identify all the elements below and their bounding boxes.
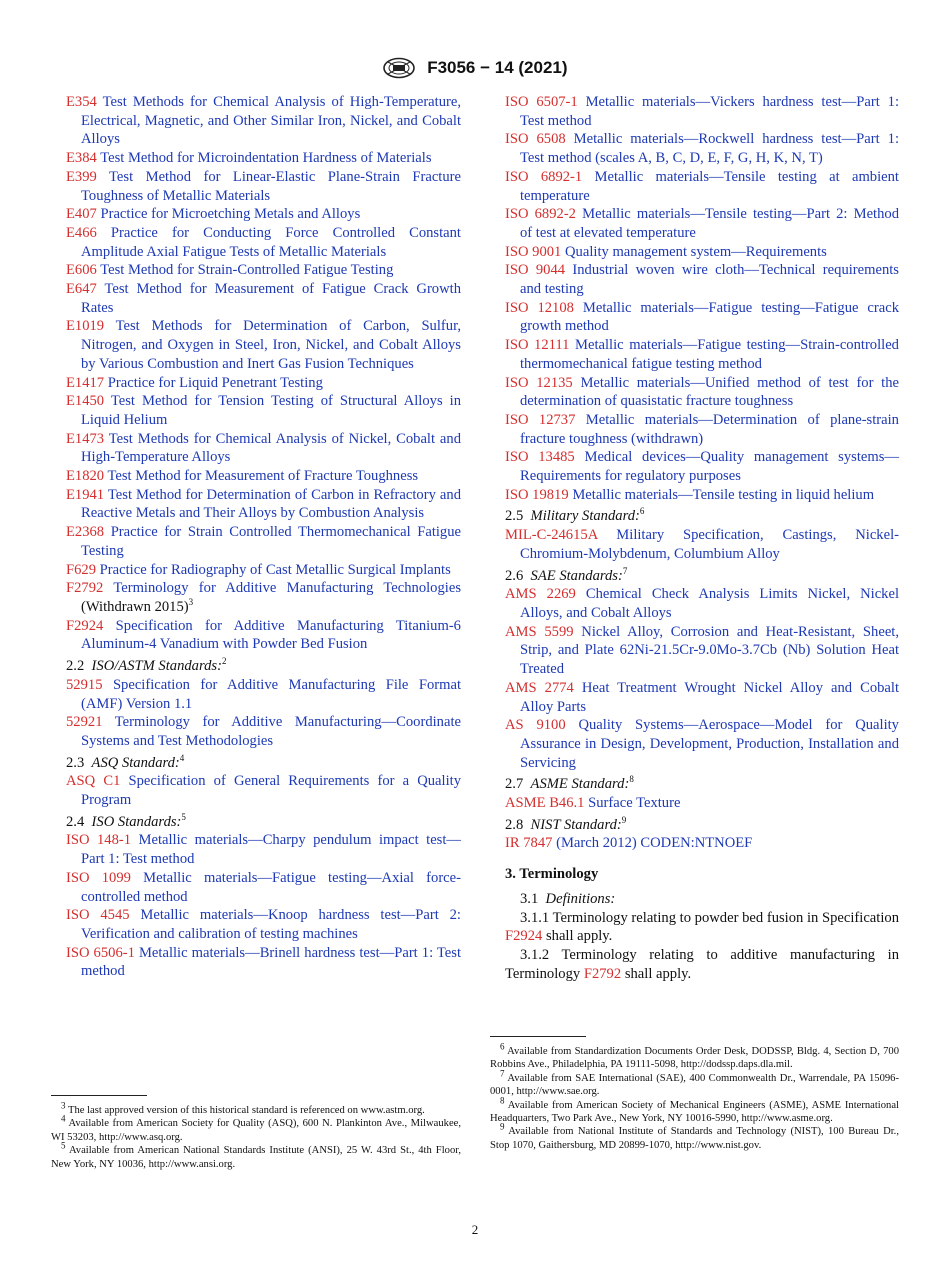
reference-code-link[interactable]: ISO 12111 — [505, 337, 570, 354]
reference-title-link[interactable]: Practice for Liquid Penetrant Testing — [107, 374, 323, 391]
reference-title-link[interactable]: Terminology for Additive Manufacturing Technologies — [113, 580, 461, 597]
footnote-number: 9 — [500, 1121, 505, 1132]
reference-code-link[interactable]: ISO 12737 — [505, 411, 576, 428]
reference-item — [66, 944, 461, 981]
reference-code-link[interactable]: AMS 5599 — [505, 623, 574, 640]
reference-list-military — [505, 526, 899, 563]
reference-code-link[interactable]: E647 — [66, 281, 97, 298]
section-heading-2-4: 2.4 ISO Standards:$^5$ — [66, 811, 186, 830]
footnote-number: 7 — [500, 1068, 505, 1079]
reference-item — [66, 261, 461, 280]
footnotes-left — [51, 1100, 461, 1171]
reference-title-link[interactable]: Specification of General Requirements for a Quality Program — [81, 773, 461, 809]
reference-title-link[interactable]: Test Method for Measurement of Fracture Toughness — [107, 468, 419, 485]
reference-code-link[interactable]: ISO 4545 — [66, 907, 130, 924]
reference-title-link[interactable]: Test Methods for Chemical Analysis of High-Temperature, Electrical, Magnetic, and Other Similar Iron, Nickel, and Cobalt Alloys — [81, 94, 461, 148]
section-heading-2-8: 2.8 NIST Standard:$^9$ — [505, 814, 627, 833]
reference-title-link[interactable]: Specification for Additive Manufacturing Titanium-6 Aluminum-4 Vanadium with Powder Bed Fusion — [81, 617, 461, 653]
footnote-divider-left — [51, 1095, 147, 1096]
reference-item — [505, 243, 899, 262]
reference-code-link[interactable]: E399 — [66, 168, 97, 185]
reference-title-link[interactable]: Metallic materials—Unified method of test for the determination of quasistatic fracture toughness — [520, 374, 899, 410]
reference-list-iso — [66, 831, 461, 981]
footnotes-right — [490, 1041, 899, 1152]
designation-title: F3056 − 14 (2021) — [427, 58, 568, 77]
reference-title-link[interactable]: Practice for Radiography of Cast Metallic Surgical Implants — [99, 561, 451, 578]
reference-item — [66, 676, 461, 713]
reference-title-link[interactable]: Test Method for Measurement of Fatigue Crack Growth Rates — [81, 281, 461, 316]
reference-item — [66, 374, 461, 393]
footnote — [51, 1100, 461, 1117]
reference-title-link[interactable]: Industrial woven wire cloth—Technical requirements and testing — [520, 262, 899, 298]
reference-code-link[interactable]: E407 — [66, 206, 97, 223]
reference-item — [505, 168, 899, 205]
footnote-text: Available from Standardization Documents Order Desk, DODSSP, Bldg. 4, Section D, 700 Robbins Ave., Philadelphia, PA 19111-5098, http://dodssp.daps.dla.mil. — [490, 1046, 899, 1071]
reference-item — [66, 831, 461, 868]
section-heading-2-2: 2.2 ISO/ASTM Standards:$^2$ — [66, 656, 227, 675]
footnote-number: 3 — [61, 1100, 66, 1111]
reference-code-link[interactable]: E2368 — [66, 524, 105, 541]
page-header — [0, 57, 950, 79]
reference-item — [505, 526, 899, 563]
reference-code-link[interactable]: IR 7847 — [505, 835, 553, 852]
reference-code-link[interactable]: F2924 — [505, 928, 543, 945]
footnote-number: 4 — [61, 1113, 66, 1124]
reference-title-link[interactable]: Metallic materials—Determination of plane-strain fracture toughness (withdrawn) — [520, 411, 899, 447]
reference-code-link[interactable]: ISO 9001 — [505, 243, 562, 260]
terminology-section — [505, 865, 899, 983]
footnote-number: 8 — [500, 1095, 505, 1106]
reference-code-link[interactable]: ISO 19819 — [505, 486, 569, 503]
reference-title-link[interactable]: Metallic materials—Vickers hardness test—Part 1: Test method — [520, 94, 899, 129]
reference-title-link[interactable]: Metallic materials—Tensile testing at ambient temperature — [520, 168, 899, 204]
footnote-text: Available from American Society for Quality (ASQ), 600 N. Plankinton Ave., Milwaukee, WI 53203, http://www.asq.org. — [51, 1118, 461, 1143]
reference-item — [66, 561, 461, 580]
reference-code-link[interactable]: E1019 — [66, 318, 105, 335]
footnote-text: Available from American Society of Mechanical Engineers (ASME), ASME International Headquarters, Two Park Ave., New York, NY 10016-5990, http://www.asme.org. — [490, 1099, 899, 1125]
reference-list-isoastm — [66, 676, 461, 751]
reference-title-link[interactable]: Military Specification, Castings, Nickel-Chromium-Molybdenum, Columbium Alloy — [520, 527, 899, 562]
footnote — [51, 1140, 461, 1171]
reference-item — [66, 486, 461, 523]
reference-title-link[interactable]: Test Method for Tension Testing of Structural Alloys in Liquid Helium — [81, 393, 461, 428]
reference-item — [66, 317, 461, 373]
reference-item — [66, 224, 461, 261]
section-heading-2-6: 2.6 SAE Standards:$^7$ — [505, 565, 628, 584]
reference-title-link[interactable]: Metallic materials—Tensile testing in liquid helium — [572, 486, 875, 503]
footnote-text: Available from SAE International (SAE), 400 Commonwealth Dr., Warrendale, PA 15096-0001, http://www.sae.org. — [490, 1072, 899, 1098]
reference-item — [505, 130, 899, 167]
reference-code-link[interactable]: E1820 — [66, 468, 105, 485]
reference-list-asq — [66, 772, 461, 809]
reference-code-link[interactable]: ISO 6506-1 — [66, 944, 135, 961]
reference-code-link[interactable]: AS 9100 — [505, 717, 566, 734]
reference-code-link[interactable]: AMS 2269 — [505, 586, 576, 603]
footnote-text: The last approved version of this historical standard is referenced on www.astm.org. — [67, 1105, 425, 1116]
reference-title-link[interactable]: Metallic materials—Charpy pendulum impact test—Part 1: Test method — [81, 832, 461, 868]
reference-code-link[interactable]: ASME B46.1 — [505, 795, 585, 812]
reference-item — [505, 374, 899, 411]
reference-code-link[interactable]: ISO 6892-2 — [505, 206, 576, 223]
reference-code-link[interactable]: ISO 1099 — [66, 869, 131, 886]
reference-item — [66, 205, 461, 224]
reference-code-link[interactable]: ISO 12108 — [505, 299, 574, 316]
reference-item — [505, 486, 899, 505]
reference-title-link[interactable]: Metallic materials—Rockwell hardness test—Part 1: Test method (scales A, B, C, D, E, F, G, H, K, N, T) — [520, 131, 899, 167]
footnote-divider-right — [490, 1036, 586, 1037]
reference-code-link[interactable]: ISO 13485 — [505, 449, 575, 466]
reference-code-link[interactable]: ISO 6892-1 — [505, 168, 583, 185]
reference-list-astm — [66, 93, 461, 579]
reference-list-sae — [505, 585, 899, 772]
reference-code-link[interactable]: F2924 — [66, 617, 104, 634]
reference-item — [66, 392, 461, 429]
definitions-paragraph: 3.1 Definitions: — [520, 890, 616, 907]
reference-item — [505, 679, 899, 716]
reference-title-link[interactable]: Practice for Microetching Metals and Alloys — [100, 206, 361, 223]
footnote — [490, 1095, 899, 1126]
reference-title-link[interactable]: Test Methods for Determination of Carbon, Sulfur, Nitrogen, and Oxygen in Steel, Iron, Nickel, and Cobalt Alloys by Various Combustion and Inert Gas Fusion Techniques — [81, 318, 461, 372]
reference-code-link[interactable]: ISO 148-1 — [66, 832, 132, 849]
reference-title-link[interactable]: Heat Treatment Wrought Nickel Alloy and Cobalt Alloy Parts — [520, 679, 900, 715]
footnote — [51, 1113, 461, 1144]
reference-title-link[interactable]: Terminology for Additive Manufacturing—Coordinate Systems and Test Methodologies — [81, 714, 461, 749]
withdrawn-note: (Withdrawn 2015) — [81, 598, 189, 615]
reference-title-link[interactable]: Metallic materials—Brinell hardness test—Part 1: Test method — [81, 944, 462, 980]
reference-title-link[interactable]: Test Method for Linear-Elastic Plane-Strain Fracture Toughness of Metallic Materials — [81, 168, 461, 204]
reference-code-link[interactable]: F2792 — [66, 580, 104, 597]
reference-item — [66, 93, 461, 149]
section-heading-terminology: 3. Terminology — [505, 866, 599, 883]
reference-item — [505, 299, 899, 336]
reference-title-link[interactable]: Quality Systems—Aerospace—Model for Quality Assurance in Design, Development, Production, Installation and Servicing — [520, 717, 899, 771]
reference-item — [66, 168, 461, 205]
reference-code-link[interactable]: ISO 6508 — [505, 131, 566, 148]
reference-title-link[interactable]: Quality management system—Requirements — [565, 243, 827, 260]
reference-code-link[interactable]: ISO 6507-1 — [505, 94, 578, 110]
reference-code-link[interactable]: F629 — [66, 561, 97, 578]
reference-list-nist — [505, 834, 899, 853]
footnote — [490, 1121, 899, 1152]
page-number: 2 — [471, 1222, 479, 1237]
reference-title-link[interactable]: Metallic materials—Tensile testing—Part 2: Method of test at elevated temperature — [520, 206, 899, 241]
reference-title-link[interactable]: Test Method for Microindentation Hardness of Materials — [100, 150, 432, 167]
footnote-number: 5 — [61, 1140, 66, 1151]
section-heading-2-5: 2.5 Military Standard:$^6$ — [505, 506, 645, 525]
reference-code-link[interactable]: E1417 — [66, 374, 105, 391]
section-heading-2-7: 2.7 ASME Standard:$^8$ — [505, 774, 634, 793]
reference-item — [505, 716, 899, 772]
reference-item — [66, 280, 461, 317]
reference-code-link[interactable]: 52921 — [66, 714, 103, 731]
reference-item — [66, 617, 461, 654]
reference-item — [505, 448, 899, 485]
reference-title-link[interactable]: Surface Texture — [588, 795, 681, 812]
reference-item — [505, 585, 899, 622]
reference-code-link[interactable]: ISO 9044 — [505, 262, 566, 279]
reference-item — [505, 794, 899, 813]
terminology-paragraph-3-1-2: 3.1.2 Terminology relating to additive manufacturing in Terminology F2792 shall apply. — [505, 946, 899, 982]
reference-code-link[interactable]: E1450 — [66, 393, 105, 410]
reference-title-link[interactable]: Specification for Additive Manufacturing File Format (AMF) Version 1.1 — [81, 676, 461, 712]
reference-item — [505, 336, 899, 373]
reference-code-link[interactable]: E466 — [66, 224, 97, 241]
footnote-text: Available from American National Standards Institute (ANSI), 25 W. 43rd St., 4th Floor, New York, NY 10036, http://www.ansi.org. — [51, 1145, 461, 1170]
reference-title-link[interactable]: Medical devices—Quality management systems—Requirements for regulatory purposes — [520, 449, 899, 485]
reference-title-link[interactable]: Metallic materials—Fatigue testing—Axial force-controlled method — [81, 869, 461, 905]
footnote — [490, 1041, 899, 1072]
reference-item — [505, 834, 899, 853]
reference-item — [66, 713, 461, 750]
reference-title-link[interactable]: Metallic materials—Fatigue testing—Strain-controlled thermomechanical fatigue testing method — [520, 337, 899, 372]
footnote — [490, 1068, 899, 1099]
astm-logo-icon — [382, 57, 416, 79]
reference-item — [66, 772, 461, 809]
reference-title-link[interactable]: Test Methods for Chemical Analysis of Nickel, Cobalt and High-Temperature Alloys — [81, 430, 461, 466]
reference-item — [505, 93, 899, 130]
reference-code-link[interactable]: E384 — [66, 150, 97, 167]
footnote-text: Available from National Institute of Standards and Technology (NIST), 100 Bureau Dr., Stop 1070, Gaithersburg, MD 20899-1070, http://www.nist.gov. — [490, 1126, 899, 1151]
reference-item — [66, 906, 461, 943]
footnote-number: 6 — [500, 1041, 505, 1052]
left-column — [66, 93, 461, 981]
right-column — [505, 93, 899, 983]
section-heading-2-3: 2.3 ASQ Standard:$^4$ — [66, 752, 185, 771]
reference-title-link[interactable]: Test Method for Determination of Carbon in Refractory and Reactive Metals and Their Alloys by Combustion Analysis — [81, 486, 461, 522]
reference-item — [66, 579, 461, 616]
reference-item — [66, 523, 461, 560]
reference-code-link[interactable]: E1941 — [66, 486, 105, 503]
reference-item — [505, 261, 899, 298]
reference-code-link[interactable]: 52915 — [66, 676, 103, 693]
reference-item — [66, 869, 461, 906]
reference-title-link[interactable]: Metallic materials—Knoop hardness test—Part 2: Verification and calibration of testing machines — [81, 907, 461, 942]
reference-code-link[interactable]: ASQ C1 — [66, 773, 121, 790]
reference-title-link[interactable]: Practice for Strain Controlled Thermomechanical Fatigue Testing — [81, 524, 461, 559]
reference-item — [66, 467, 461, 486]
reference-list-asme — [505, 794, 899, 813]
reference-title-link[interactable]: Chemical Check Analysis Limits Nickel, Nickel Alloys, and Cobalt Alloys — [520, 586, 900, 621]
reference-code-link[interactable]: AMS 2774 — [505, 679, 574, 696]
reference-title-link[interactable]: Metallic materials—Fatigue testing—Fatigue crack growth method — [520, 299, 899, 335]
reference-item — [505, 623, 899, 679]
reference-item — [66, 149, 461, 168]
reference-item — [505, 411, 899, 448]
reference-title-link[interactable]: Nickel Alloy, Corrosion and Heat-Resistant, Sheet, Strip, and Plate 62Ni-21.5Cr-9.0Mo-3.7Cb (Nb) Solution Heat Treated — [520, 623, 899, 678]
reference-code-link[interactable]: E606 — [66, 262, 97, 279]
reference-code-link[interactable]: ISO 12135 — [505, 374, 573, 391]
reference-title-link[interactable]: (March 2012) CODEN:NTNOEF — [556, 835, 753, 852]
reference-item — [66, 430, 461, 467]
footnote-marker: 3 — [188, 597, 194, 608]
reference-code-link[interactable]: E1473 — [66, 430, 105, 447]
reference-list-iso-continued — [505, 93, 899, 504]
reference-code-link[interactable]: E354 — [66, 94, 97, 110]
terminology-paragraph-3-1-1: 3.1.1 Terminology relating to powder bed fusion in Specification F2924 shall apply. — [505, 909, 899, 945]
reference-title-link[interactable]: Practice for Conducting Force Controlled Constant Amplitude Axial Fatigue Tests of Metallic Materials — [81, 224, 461, 260]
reference-item — [505, 205, 899, 242]
reference-code-link[interactable]: F2792 — [583, 965, 622, 982]
reference-code-link[interactable]: MIL-C-24615A — [505, 527, 598, 544]
reference-title-link[interactable]: Test Method for Strain-Controlled Fatigue Testing — [100, 262, 394, 279]
